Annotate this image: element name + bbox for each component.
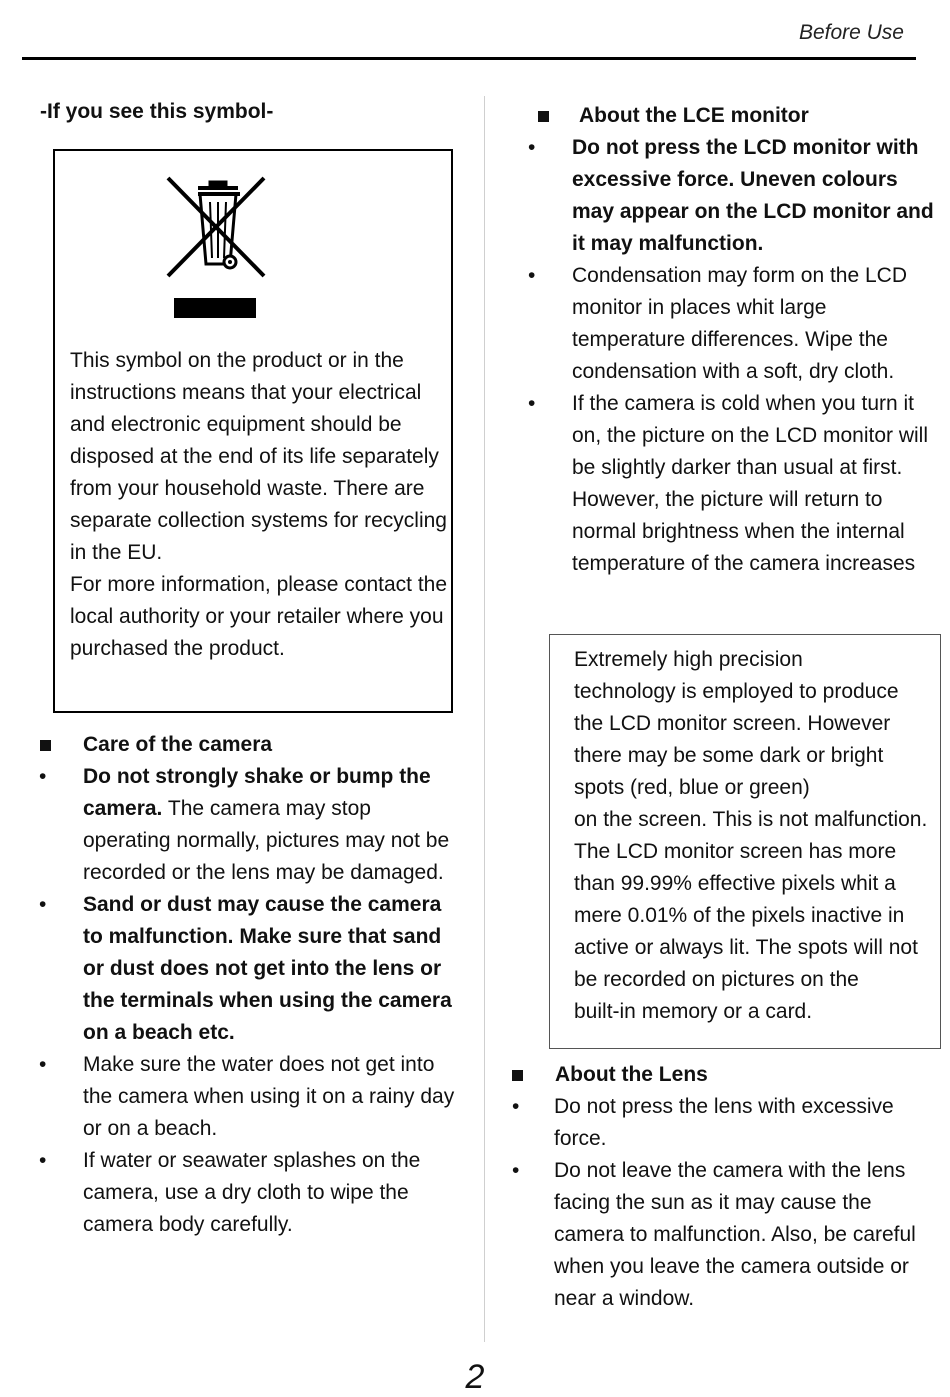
care-list — [39, 761, 463, 1241]
square-bullet-icon — [512, 1070, 523, 1081]
bullet-icon: • — [512, 1095, 520, 1118]
symbol-section-title: -If you see this symbol- — [40, 100, 274, 123]
item-bold-text: Do not strongly shake or bump the camera. — [83, 765, 431, 820]
bullet-icon: • — [528, 136, 536, 159]
bullet-icon: • — [39, 893, 47, 916]
list-item — [512, 1091, 934, 1155]
item-text: If water or seawater splashes on the camera, use a dry cloth to wipe the camera body carefully. — [83, 1149, 421, 1236]
section-header: Before Use — [798, 21, 904, 44]
item-bold-text: Sand or dust may cause the camera to malfunction. Make sure that sand or dust does not get into the lens or the terminals when using the camera on a beach etc. — [83, 893, 452, 1044]
square-bullet-icon — [40, 740, 51, 751]
monitor-section-heading — [538, 100, 809, 132]
list-item — [528, 260, 934, 388]
list-item — [512, 1155, 934, 1315]
monitor-list — [528, 132, 934, 580]
list-item — [39, 1049, 463, 1145]
weee-paragraph-1: This symbol on the product or in the instructions means that your electrical and electronic equipment should be disposed at the end of its life separately from your household waste. There are separate collection systems for recycling in the EU. — [70, 349, 447, 564]
lens-section-heading — [512, 1059, 708, 1091]
lens-heading-text: About the Lens — [555, 1063, 708, 1086]
list-item — [39, 761, 463, 889]
bullet-icon: • — [528, 264, 536, 287]
item-text: Do not leave the camera with the lens facing the sun as it may cause the camera to malfunction. Also, be careful when you leave the camera outside or near a window. — [554, 1159, 916, 1310]
weee-paragraph-2: For more information, please contact the local authority or your retailer where you purchased the product. — [70, 573, 448, 660]
bullet-icon: • — [39, 1053, 47, 1076]
page-number: 2 — [465, 1358, 485, 1396]
bullet-icon: • — [39, 765, 47, 788]
crossed-out-wheelie-bin-icon — [164, 172, 268, 322]
item-text: If the camera is cold when you turn it on, the picture on the LCD monitor will be slightly darker than usual at first. However, the picture will return to normal brightness when the internal temperature of the camera increases — [572, 392, 929, 575]
list-item — [39, 1145, 463, 1241]
lens-list — [512, 1091, 934, 1315]
bullet-icon: • — [512, 1159, 520, 1182]
column-divider — [484, 96, 485, 1342]
item-text: Condensation may form on the LCD monitor in places whit large temperature differences. Wipe the condensation with a soft, dry cloth. — [572, 264, 908, 383]
monitor-heading-text: About the LCE monitor — [579, 104, 809, 127]
item-bold-text: Do not press the LCD monitor with excessive force. Uneven colours may appear on the LCD monitor and it may malfunction. — [572, 136, 934, 255]
item-text: The camera may stop operating normally, pictures may not be recorded or the lens may be damaged. — [83, 797, 450, 884]
item-text: Do not press the lens with excessive force. — [554, 1095, 894, 1150]
bullet-icon: • — [528, 392, 536, 415]
list-item — [528, 388, 934, 580]
care-section-heading — [40, 729, 272, 761]
precision-note-text: Extremely high precision technology is employed to produce the LCD monitor screen. However there may be some dark or bright spots (red, blue or green) on the screen. This is not malfunction. The LCD monitor screen has more than 99.99% effective pixels whit a mere 0.01% of the pixels inactive in active or always lit. The spots will not be recorded on pictures on the built-in memory or a card. — [574, 648, 928, 1023]
care-heading-text: Care of the camera — [83, 733, 273, 756]
bullet-icon: • — [39, 1149, 47, 1172]
weee-description — [70, 345, 450, 665]
list-item — [528, 132, 934, 260]
item-text: Make sure the water does not get into the camera when using it on a rainy day or on a beach. — [83, 1053, 455, 1140]
square-bullet-icon — [538, 111, 549, 122]
header-divider — [22, 57, 916, 60]
list-item — [39, 889, 463, 1049]
